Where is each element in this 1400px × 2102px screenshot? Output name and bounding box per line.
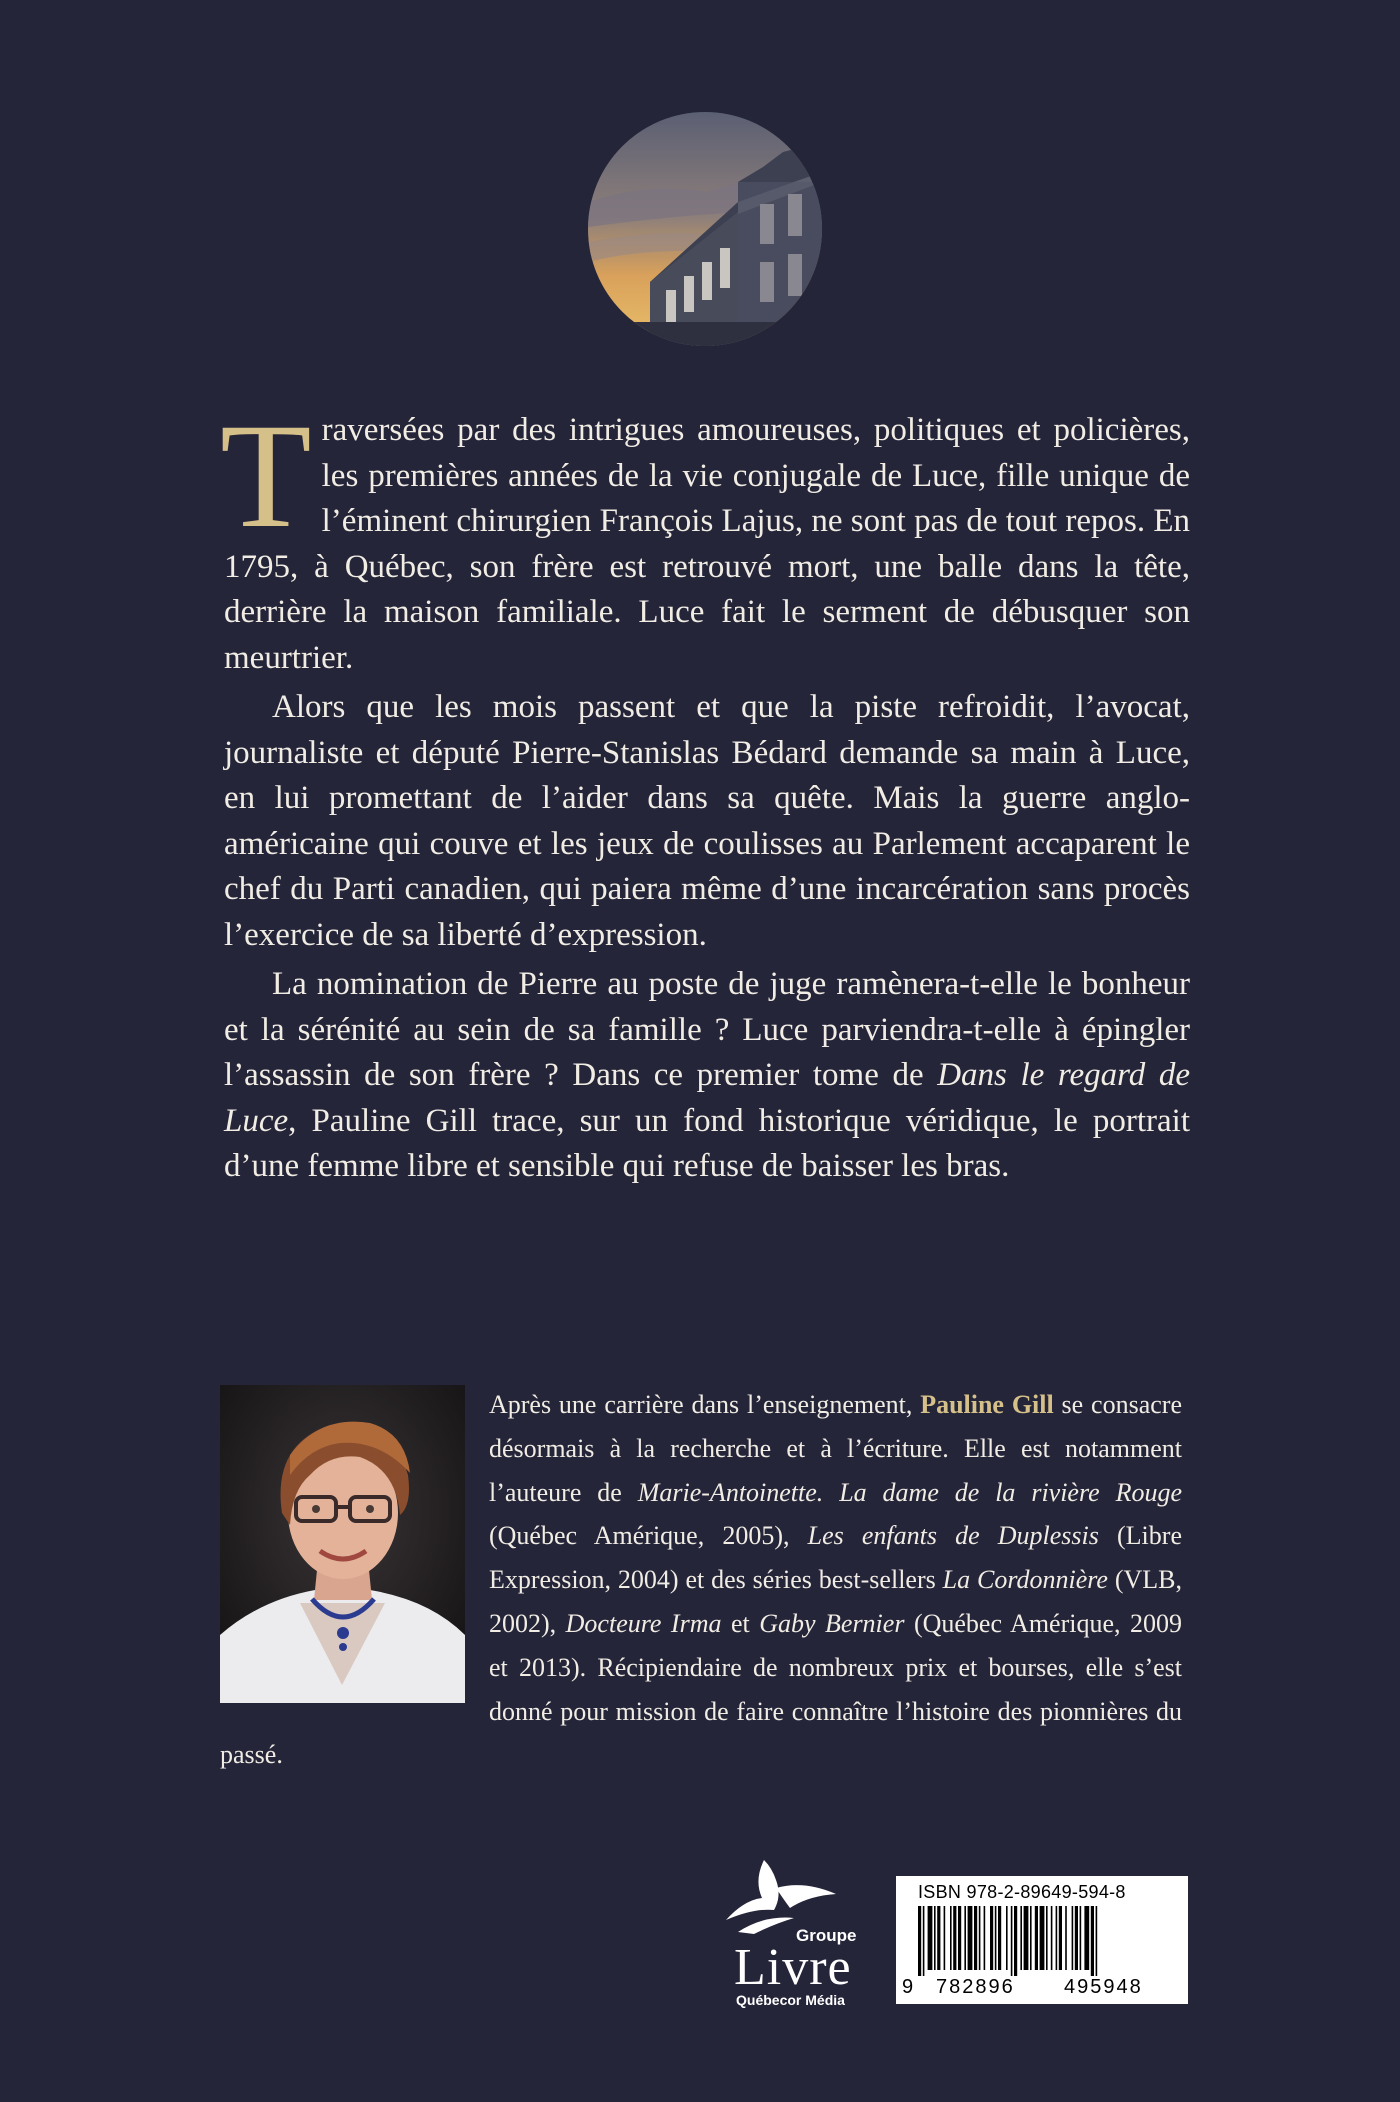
barcode-bar <box>974 1906 977 1970</box>
book-title: Gaby Bernier <box>759 1608 905 1638</box>
barcode-bar <box>923 1906 925 1976</box>
book-series-title: Dans le regard de Luce <box>224 1057 1190 1139</box>
book-summary <box>220 393 1190 1190</box>
barcode-bar <box>1072 1906 1074 1970</box>
barcode-bar <box>1030 1906 1032 1970</box>
barcode-bar <box>944 1906 946 1970</box>
barcode-bar <box>1024 1906 1029 1970</box>
barcode-bar <box>1075 1906 1078 1970</box>
summary-paragraph-3: La nomination de Pierre au poste de juge ramènera-t-elle le bonheur et la sérénité au sein de sa famille ? Luce parviendra-t-elle à épingler l’assassin de son frère ? Dans ce premier tome de Dans le regard de Luce, Pauline Gill trace, sur un fond historique véridique, le portrait d’une femme libre et sensible qui refuse de baisser les bras. <box>224 966 1190 1184</box>
barcode-bar <box>995 1906 997 1970</box>
barcode-bar <box>1040 1906 1045 1970</box>
cover-medallion-image <box>588 112 822 346</box>
barcode-bar <box>998 1906 1001 1970</box>
barcode-bar <box>937 1906 940 1970</box>
author-name: Pauline Gill <box>920 1390 1054 1419</box>
book-title: La Cordonnière <box>942 1565 1108 1595</box>
author-bio-paragraph: Après une carrière dans l’enseignement, Pauline Gill se consacre désormais à la recherche et à l’écriture. Elle est notamment l’auteure de Marie-Antoinette. La dame de la rivière Rouge (Québec Amérique, 2005), Les enfants de Duplessis (Libre Expression, 2004) et des séries best-sellers La Cordonnière (VLB, 2002), Docteure Irma et Gaby Bernier (Québec Amérique, 2009 et 2013). Récipiendaire de nombreux prix et bourses, elle s’est donné pour mission de faire connaître l’histoire des pionnières du passé. <box>220 1390 1182 1770</box>
logo-quebecor-text: Québecor Média <box>736 1992 845 2008</box>
barcode-bar <box>950 1906 952 1970</box>
barcode-bar <box>968 1906 973 1970</box>
barcode-bar <box>1080 1906 1082 1970</box>
barcode-bar <box>928 1906 933 1970</box>
barcode-bar <box>964 1906 966 1970</box>
barcode-bar <box>990 1906 993 1970</box>
barcode-bar <box>1096 1906 1098 1976</box>
book-title: Les enfants de Duplessis <box>807 1521 1099 1551</box>
bird-icon <box>724 1860 844 1935</box>
summary-paragraph-2: Alors que les mois passent et que la piste refroidit, l’avocat, journaliste et député Pierre-Stanislas Bédard demande sa main à Luce, en lui promettant de l’aider dans sa quête. Mais la guerre anglo-américaine qui couve et les jeux de coulisses au Parlement accaparent le chef du Parti canadien, qui paiera même d’une incarcération sans procès l’exercice de sa liberté d’expression. <box>224 689 1190 953</box>
barcode-bar <box>1065 1906 1067 1970</box>
drop-cap-letter: T <box>220 393 312 559</box>
barcode-lead-digit: 9 <box>902 1976 916 1998</box>
book-title: Marie-Antoinette. La dame de la rivière Rouge <box>637 1477 1182 1507</box>
isbn-number: ISBN 978-2-89649-594-8 <box>918 1882 1126 1902</box>
barcode-bar <box>984 1906 986 1970</box>
barcode-bar <box>1084 1906 1089 1970</box>
barcode-bar <box>934 1906 936 1970</box>
barcode-bar <box>1056 1906 1058 1970</box>
barcode-bar <box>1011 1906 1013 1976</box>
summary-paragraph-1: Traversées par des intrigues amoureuses, politiques et policières, les premières années de la vie conjugale de Luce, fille unique de l’éminent chirurgien François Lajus, ne sont pas de tout repos. En 1795, à Québec, son frère est retrouvé mort, une balle dans la tête, derrière la maison familiale. Luce fait le serment de débusquer son meurtrier. <box>220 393 1190 676</box>
barcode-bar <box>1006 1906 1008 1970</box>
barcode-bar <box>1014 1906 1017 1976</box>
barcode-digits-left: 782896 <box>936 1976 1015 1998</box>
barcode-bar <box>1046 1906 1048 1970</box>
author-bio <box>220 1383 1182 1777</box>
book-title: Docteure Irma <box>565 1608 722 1638</box>
logo-livre-text: Livre <box>734 1939 852 1996</box>
barcode-bar <box>1035 1906 1038 1970</box>
barcode-bar <box>1091 1906 1094 1976</box>
barcode-bars <box>896 1906 1188 1976</box>
barcode-bar <box>958 1906 961 1970</box>
barcode-digits-right: 495948 <box>1064 1976 1143 1998</box>
photo-spacer <box>220 1383 489 1699</box>
isbn-barcode <box>896 1876 1188 2004</box>
barcode-bar <box>953 1906 956 1970</box>
barcode-bar <box>1020 1906 1022 1970</box>
barcode-bar <box>979 1906 981 1970</box>
logo-groupe-text: Groupe <box>796 1926 857 1945</box>
publisher-logo <box>704 1860 864 2010</box>
barcode-bar <box>918 1906 921 1976</box>
barcode-bar <box>1059 1906 1062 1970</box>
barcode-bar <box>1051 1906 1053 1970</box>
